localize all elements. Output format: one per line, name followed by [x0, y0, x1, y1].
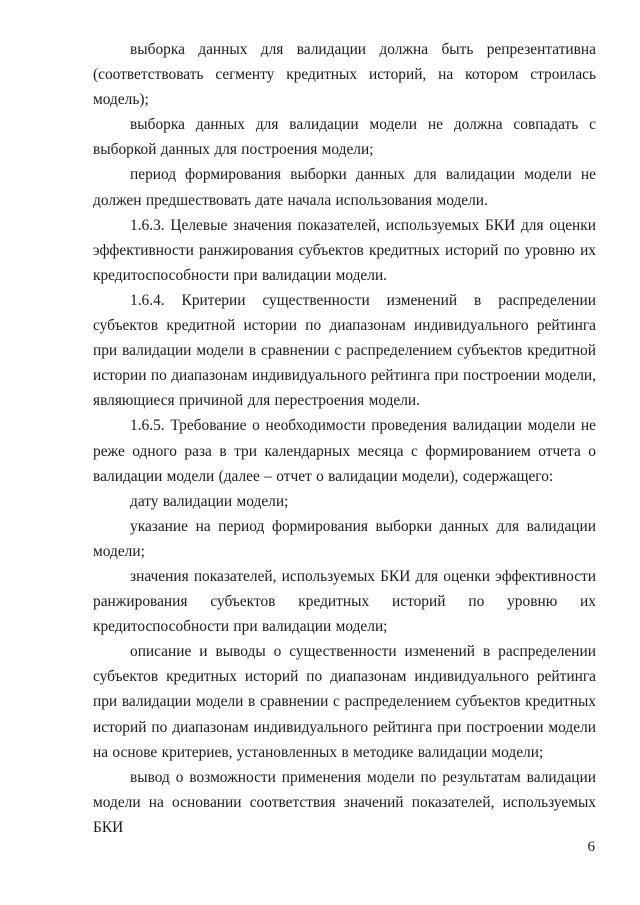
paragraph: период формирования выборки данных для валидации модели не должен предшествовать дате начала использования модели.: [93, 166, 596, 209]
paragraph: вывод о возможности применения модели по результатам валидации модели на основании соответствия значений показателей, используемых БКИ: [93, 768, 596, 836]
paragraph: указание на период формирования выборки данных для валидации модели;: [93, 517, 596, 560]
page-number: 6: [587, 839, 595, 855]
paragraph: описание и выводы о существенности изменений в распределении субъектов кредитных историй по диапазонам индивидуального рейтинга при валидации модели в сравнении с распределением субъектов кредитных историй по диапазонам индивидуального рейтинга при построении модели на основе критериев, установленных в методике валидации модели;: [93, 643, 596, 761]
document-body: [93, 37, 596, 840]
paragraph: 1.6.3. Целевые значения показателей, используемых БКИ для оценки эффективности ранжирования субъектов кредитных историй по уровню их кредитоспособности при валидации модели.: [93, 216, 596, 284]
paragraph: выборка данных для валидации модели не должна совпадать с выборкой данных для построения модели;: [93, 116, 596, 159]
paragraph: выборка данных для валидации должна быть репрезентативна (соответствовать сегменту кредитных историй, на котором строилась модель);: [93, 41, 596, 109]
paragraph: дату валидации модели;: [130, 492, 289, 510]
paragraph: 1.6.4. Критерии существенности изменений в распределении субъектов кредитной истории по диапазонам индивидуального рейтинга при валидации модели в сравнении с распределением субъектов кредитной истории по диапазонам индивидуального рейтинга при построении модели, являющиеся причиной для перестроения модели.: [93, 291, 596, 410]
paragraph: значения показателей, используемых БКИ для оценки эффективности ранжирования субъектов кредитных историй по уровню их кредитоспособности при валидации модели;: [93, 567, 596, 636]
paragraph: 1.6.5. Требование о необходимости проведения валидации модели не реже одного раза в три календарных месяца с формированием отчета о валидации модели (далее – отчет о валидации модели), содержащего:: [93, 417, 596, 485]
